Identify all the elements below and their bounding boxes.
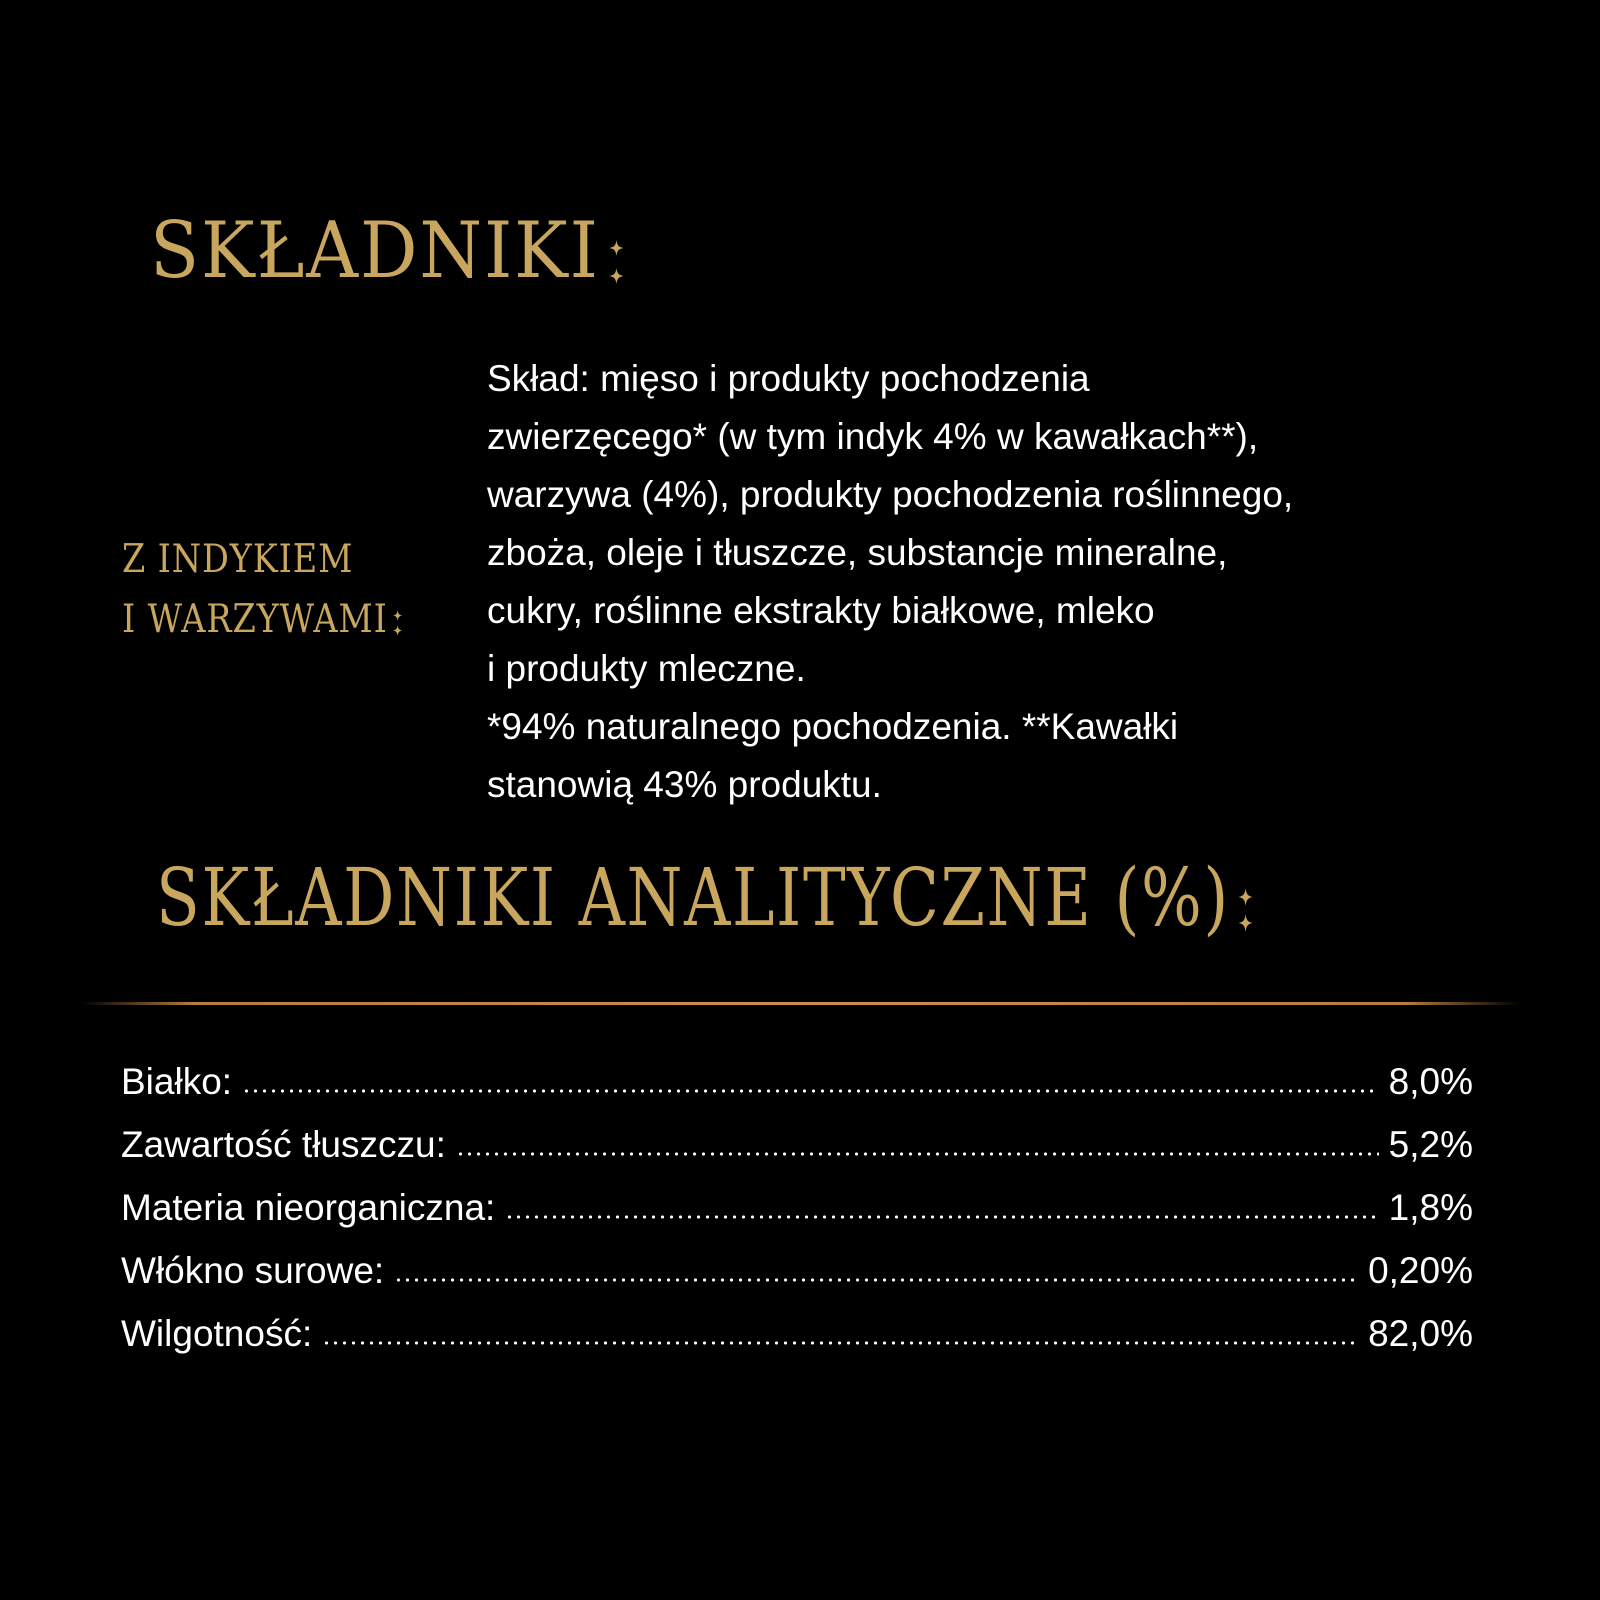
analytical-row-fibre <box>121 1239 1473 1302</box>
row-label: Włókno surowe: <box>121 1250 385 1291</box>
variant-label-text-1: Z INDYKIEM <box>122 537 354 582</box>
composition-text <box>487 350 1467 814</box>
analytical-heading <box>156 851 1252 944</box>
analytical-row-fat <box>121 1113 1473 1176</box>
dot-leader <box>394 1278 1358 1282</box>
star-colon-icon <box>1238 888 1252 932</box>
dot-leader <box>505 1215 1378 1219</box>
row-label: Materia nieorganiczna: <box>121 1187 496 1228</box>
row-value: 82,0% <box>1368 1313 1473 1354</box>
row-label: Zawartość tłuszczu: <box>121 1124 446 1165</box>
variant-label <box>122 530 402 650</box>
composition-line: cukry, roślinne ekstrakty białkowe, mleko <box>487 590 1155 631</box>
dot-leader <box>322 1341 1358 1345</box>
gold-divider <box>80 1002 1520 1005</box>
star-colon-icon <box>609 240 624 284</box>
dot-leader <box>242 1089 1379 1093</box>
composition-footnote-line: stanowią 43% produktu. <box>487 764 882 805</box>
analytical-row-ash <box>121 1176 1473 1239</box>
composition-line: Skład: mięso i produkty pochodzenia <box>487 358 1090 399</box>
analytical-row-moisture <box>121 1302 1473 1365</box>
star-colon-icon <box>393 610 402 636</box>
row-value: 0,20% <box>1368 1250 1473 1291</box>
variant-label-line-2 <box>122 590 402 650</box>
analytical-row-protein <box>121 1050 1473 1113</box>
row-label: Białko: <box>121 1061 233 1102</box>
variant-label-text-2: I WARZYWAMI <box>122 597 388 642</box>
analytical-table <box>121 1050 1473 1365</box>
composition-line: zwierzęcego* (w tym indyk 4% w kawałkach**), <box>487 416 1259 457</box>
row-value: 8,0% <box>1388 1061 1473 1102</box>
composition-line: warzywa (4%), produkty pochodzenia roślinnego, <box>487 474 1294 515</box>
row-label: Wilgotność: <box>121 1313 313 1354</box>
ingredients-heading-text: SKŁADNIKI <box>150 206 600 296</box>
variant-label-line-1 <box>122 530 402 590</box>
composition-footnote-line: *94% naturalnego pochodzenia. **Kawałki <box>487 706 1179 747</box>
dot-leader <box>456 1152 1379 1156</box>
composition-line: i produkty mleczne. <box>487 648 806 689</box>
row-value: 5,2% <box>1388 1124 1473 1165</box>
analytical-heading-text: SKŁADNIKI ANALITYCZNE (%) <box>156 851 1230 944</box>
composition-line: zboża, oleje i tłuszcze, substancje mineralne, <box>487 532 1228 573</box>
row-value: 1,8% <box>1388 1187 1473 1228</box>
ingredients-heading <box>150 206 624 296</box>
